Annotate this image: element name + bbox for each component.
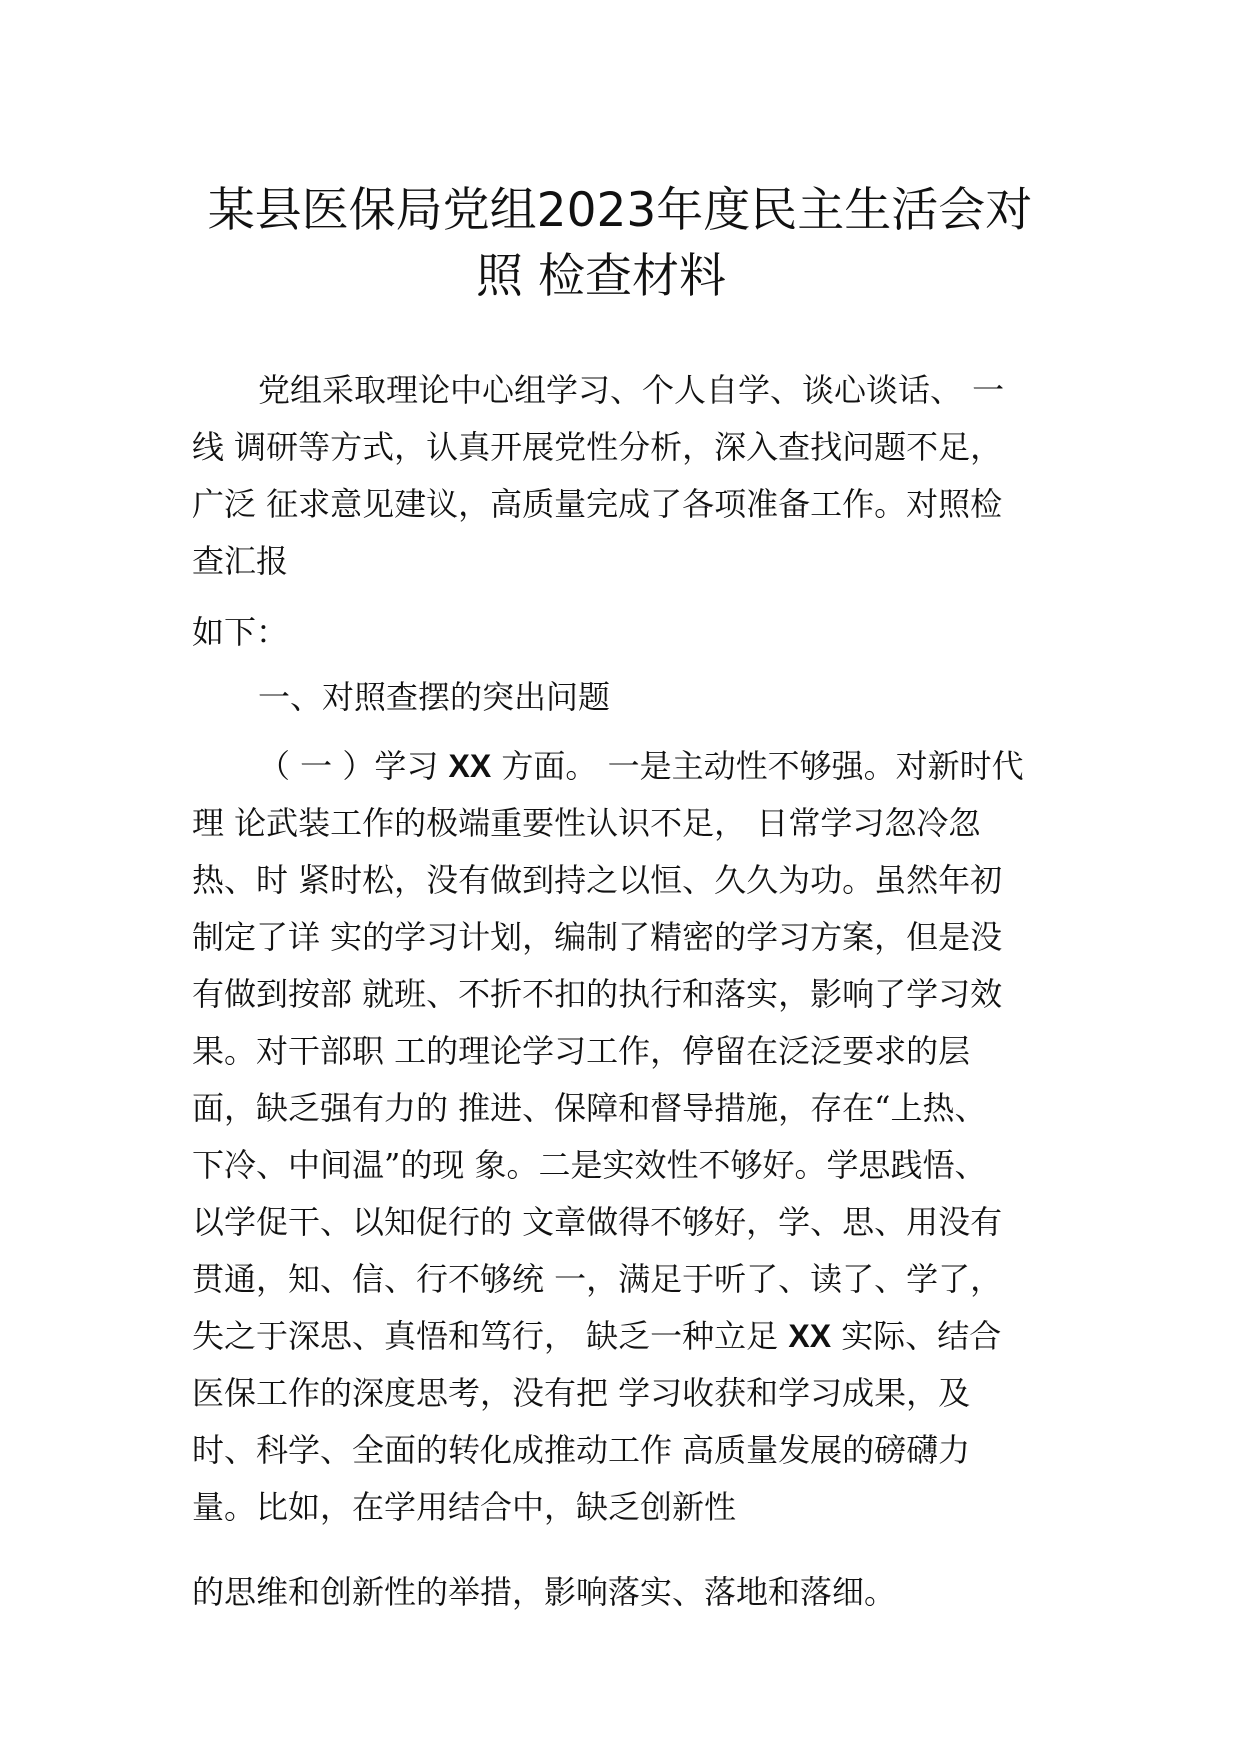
body-line-13: 时、科学、全面的转化成推动工作 高质量发展的磅礴力 — [192, 1431, 971, 1469]
body-line-11 — [192, 1314, 1052, 1358]
body-line-11-part-b: 实际、结合 — [831, 1317, 1002, 1355]
title-line-1: 某县医保局党组2023年度民主生活会对 — [207, 183, 1033, 238]
xx-placeholder: XX — [788, 1318, 832, 1354]
intro-line-3: 广泛 征求意见建议，高质量完成了各项准备工作。对照检 — [192, 485, 1003, 523]
intro-line-2: 线 调研等方式，认真开展党性分析，深入查找问题不足， — [192, 428, 1003, 466]
body-line-15: 的思维和创新性的举措，影响落实、落地和落细。 — [192, 1573, 897, 1611]
body-line-12: 医保工作的深度思考，没有把 学习收获和学习成果，及 — [192, 1374, 971, 1412]
section-heading: 一、对照查摆的突出问题 — [258, 678, 611, 716]
body-line-2: 理 论武装工作的极端重要性认识不足， 日常学习忽冷忽 — [192, 804, 981, 842]
body-line-6: 果。对干部职 工的理论学习工作，停留在泛泛要求的层 — [192, 1032, 971, 1070]
xx-placeholder: XX — [448, 748, 492, 784]
body-line-11-part-a: 失之于深思、真悟和笃行， 缺乏一种立足 — [192, 1317, 789, 1355]
body-line-1-part-a: （ 一 ）学习 — [258, 747, 449, 785]
intro-line-4: 查汇报 — [192, 542, 289, 580]
body-line-7: 面，缺乏强有力的 推进、保障和督导措施，存在“上热、 — [192, 1089, 987, 1127]
body-line-9: 以学促干、以知促行的 文章做得不够好，学、思、用没有 — [192, 1203, 1003, 1241]
title-line-2: 照 检查材料 — [476, 249, 726, 304]
body-line-1-part-b: 方面。 一是主动性不够强。对新时代 — [491, 747, 1024, 785]
intro-end: 如下： — [192, 613, 289, 651]
body-line-1 — [258, 744, 1118, 788]
body-line-14: 量。比如，在学用结合中，缺乏创新性 — [192, 1488, 737, 1526]
body-line-8: 下冷、中间温”的现 象。二是实效性不够好。学思践悟、 — [192, 1146, 987, 1184]
intro-line-1: 党组采取理论中心组学习、个人自学、谈心谈话、 一 — [258, 371, 1005, 409]
body-line-5: 有做到按部 就班、不折不扣的执行和落实，影响了学习效 — [192, 975, 1003, 1013]
body-line-4: 制定了详 实的学习计划，编制了精密的学习方案，但是没 — [192, 918, 1003, 956]
body-line-10: 贯通，知、信、行不够统 一，满足于听了、读了、学了， — [192, 1260, 1003, 1298]
body-line-3: 热、时 紧时松，没有做到持之以恒、久久为功。虽然年初 — [192, 861, 1003, 899]
